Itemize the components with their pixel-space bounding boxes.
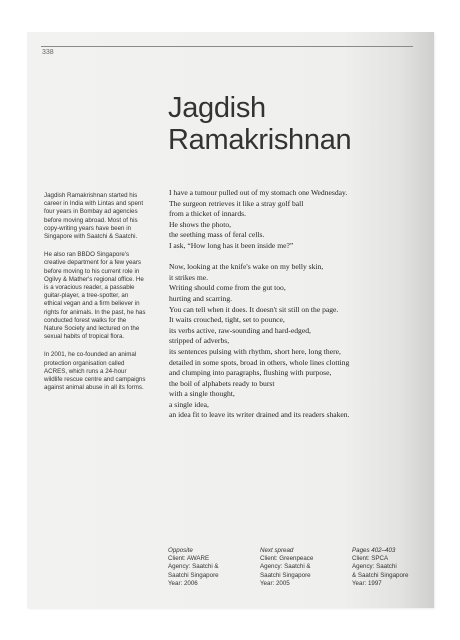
poem-line: an idea fit to leave its writer drained and its readers shaken.: [169, 410, 350, 420]
credit-line: Saatchi Singapore: [168, 571, 219, 579]
credit-line: Client: Greenpeace: [260, 555, 314, 563]
poem-line: it strikes me.: [169, 272, 209, 282]
poem-line: and clumping into paragraphs, flushing with purpose,: [169, 368, 332, 378]
poem-line: You can tell when it does. It doesn't sit still on the page.: [169, 304, 339, 314]
poem-line: its verbs active, raw-sounding and hard-edged,: [169, 325, 311, 335]
header-rule: [41, 46, 413, 47]
poem-line: with a single thought,: [169, 389, 235, 399]
poem-line: It waits crouched, tight, set to pounce,: [169, 315, 285, 325]
poem-line: Writing should come from the gut too,: [169, 283, 286, 293]
credit-line: Year: 1997: [352, 579, 382, 587]
poem-line: its sentences pulsing with rhythm, short here, long there,: [169, 346, 341, 356]
title-last-name: Ramakrishnan: [168, 124, 352, 156]
poem-line: I ask, “How long has it been inside me?”: [169, 240, 294, 250]
credit-heading: Opposite: [168, 547, 193, 554]
credit-line: & Saatchi Singapore: [352, 571, 409, 579]
credit-line: Agency: Saatchi: [352, 563, 397, 571]
poem-line: stripped of adverbs,: [169, 336, 230, 346]
poem: [169, 188, 417, 432]
poem-line: hurting and scarring.: [169, 293, 233, 303]
credit-opposite: [168, 547, 219, 588]
bio-paragraph: He also ran BBDO Singapore's creative department for a few years before moving to his current role in Ogilvy & Mather's regional office. He is a voracious reader, a passable guitar-player, a tree-spotter, an ethical vegan and a firm believer in rights for animals. In the past, he has conducted forest walks for the Nature Society and lectured on the sexual habits of tropical flora.: [44, 251, 146, 341]
title-first-name: Jagdish: [168, 92, 266, 124]
credit-line: Client: SPCA: [352, 555, 389, 563]
credit-line: Agency: Saatchi &: [168, 563, 219, 571]
bio-paragraph: Jagdish Ramakrishnan started his career in India with Lintas and spent four years in Bombay ad agencies before moving abroad. Most of his copy-writing years have been in Singapore with Saatchi & Saatchi.: [44, 192, 144, 241]
poem-stanza-1: [169, 188, 417, 252]
poem-line: a single idea,: [169, 399, 209, 409]
credit-line: Year: 2005: [260, 579, 290, 587]
poem-line: the seething mass of feral cells.: [169, 230, 265, 240]
credit-line: Saatchi Singapore: [260, 571, 311, 579]
poem-stanza-2: [169, 262, 417, 421]
poem-line: He shows the photo,: [169, 219, 232, 229]
credit-pages-402-403: [352, 547, 408, 588]
poem-line: Now, looking at the knife's wake on my belly skin,: [169, 262, 324, 272]
poem-line: detailed in some spots, broad in others, whole lines clotting: [169, 357, 350, 367]
credit-next-spread: [260, 547, 313, 588]
poem-line: The surgeon retrieves it like a stray golf ball: [169, 198, 304, 208]
page-title: [168, 92, 408, 156]
author-bio: [44, 192, 146, 402]
credit-heading: Pages 402–403: [352, 547, 396, 554]
credit-line: Client: AWARE: [168, 555, 210, 563]
book-page: [27, 32, 434, 608]
credit-heading: Next spread: [260, 547, 294, 554]
credit-line: Agency: Saatchi &: [260, 563, 311, 571]
poem-line: from a thicket of innards.: [169, 209, 246, 219]
poem-line: the boil of alphabets ready to burst: [169, 378, 275, 388]
poem-line: I have a tumour pulled out of my stomach one Wednesday.: [169, 188, 348, 197]
credit-line: Year: 2006: [168, 579, 198, 587]
bio-paragraph: In 2001, he co-founded an animal protection organisation called ACRES, which runs a 24-hour wildlife rescue centre and campaigns against animal abuse in all its forms.: [44, 351, 146, 392]
page-number: 338: [42, 49, 54, 56]
